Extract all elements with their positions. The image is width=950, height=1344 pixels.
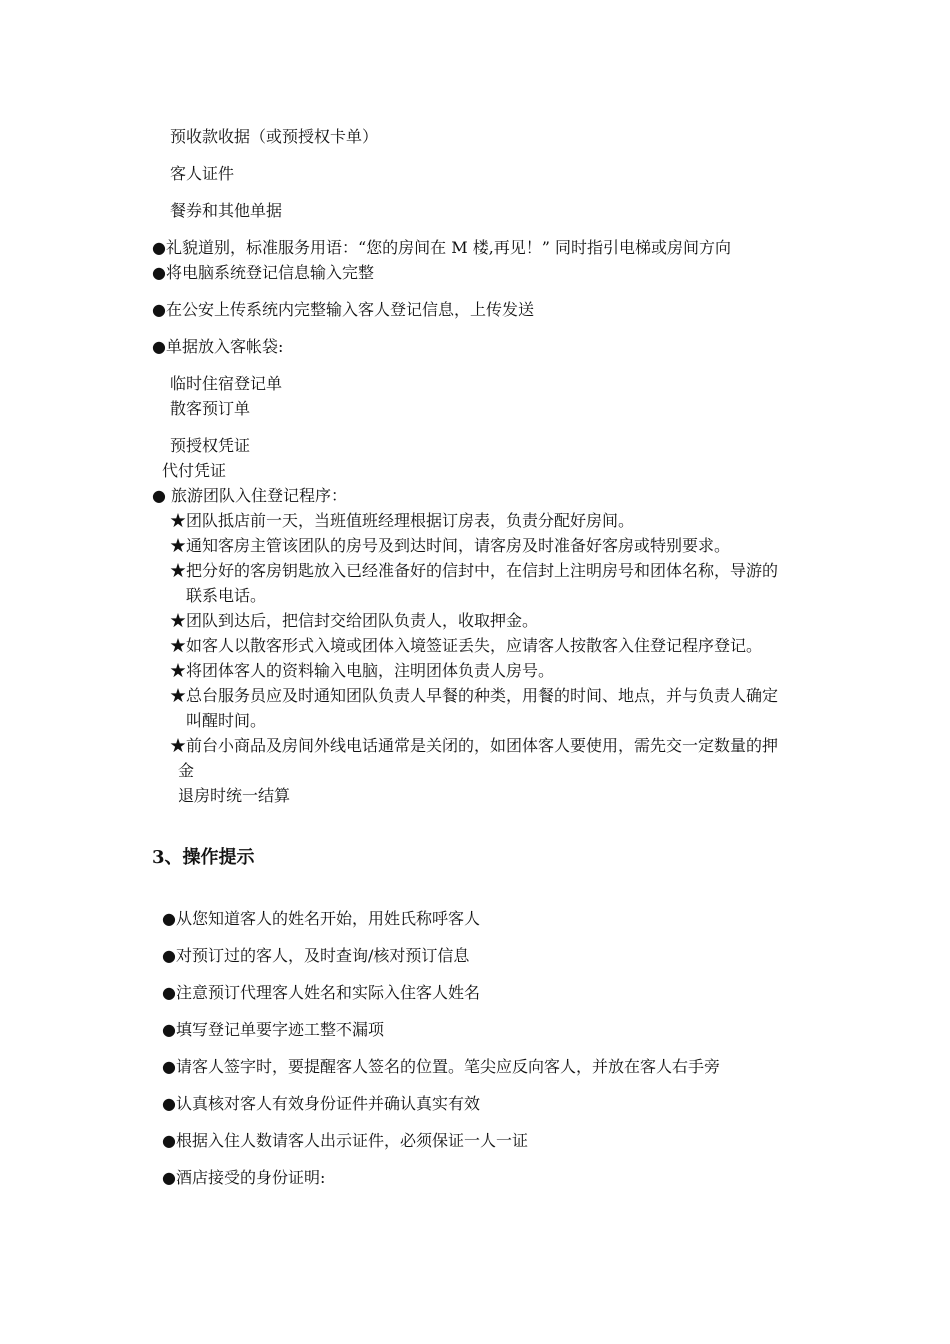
- step-item: ●将电脑系统登记信息输入完整: [152, 263, 374, 282]
- tip-item: ●酒店接受的身份证明:: [162, 1168, 326, 1187]
- group-step-continuation: 联系电话。: [186, 586, 267, 605]
- tip-item: ●填写登记单要字迹工整不漏项: [162, 1020, 384, 1039]
- bag-item: 散客预订单: [170, 399, 251, 418]
- tip-item: ●对预订过的客人，及时查询/核对预订信息: [162, 946, 470, 965]
- group-step: ★如客人以散客形式入境或团体入境签证丢失，应请客人按散客入住登记程序登记。: [170, 636, 763, 655]
- group-step-continuation: 金: [178, 761, 195, 780]
- tip-item: ●从您知道客人的姓名开始，用姓氏称呼客人: [162, 909, 480, 928]
- step-item: ●礼貌道别，标准服务用语：“您的房间在 M 楼,再见！” 同时指引电梯或房间方向: [152, 238, 732, 257]
- group-step: ★通知客房主管该团队的房号及到达时间，请客房及时准备好客房或特别要求。: [170, 536, 731, 555]
- tip-item: ●注意预订代理客人姓名和实际入住客人姓名: [162, 983, 480, 1002]
- bag-item: 临时住宿登记单: [170, 374, 283, 393]
- tip-item: ●根据入住人数请客人出示证件，必须保证一人一证: [162, 1131, 528, 1150]
- step-item: ●单据放入客帐袋:: [152, 337, 284, 356]
- group-step: ★团队抵店前一天，当班值班经理根据订房表，负责分配好房间。: [170, 511, 635, 530]
- group-step-continuation: 叫醒时间。: [186, 711, 267, 730]
- group-title: ● 旅游团队入住登记程序：: [152, 486, 348, 505]
- section-heading: 3、操作提示: [152, 847, 255, 868]
- group-step: ★将团体客人的资料输入电脑，注明团体负责人房号。: [170, 661, 555, 680]
- tip-item: ●请客人签字时，要提醒客人签名的位置。笔尖应反向客人，并放在客人右手旁: [162, 1057, 720, 1076]
- tip-item: ●认真核对客人有效身份证件并确认真实有效: [162, 1094, 480, 1113]
- group-step-continuation: 退房时统一结算: [178, 786, 291, 805]
- receipt-item: 餐券和其他单据: [170, 201, 283, 220]
- group-step: ★总台服务员应及时通知团队负责人早餐的种类，用餐的时间、地点，并与负责人确定: [170, 686, 779, 705]
- step-item: ●在公安上传系统内完整输入客人登记信息，上传发送: [152, 300, 534, 319]
- group-step: ★团队到达后，把信封交给团队负责人，收取押金。: [170, 611, 539, 630]
- receipt-item: 预收款收据（或预授权卡单）: [170, 127, 379, 146]
- group-step: ★前台小商品及房间外线电话通常是关闭的，如团体客人要使用，需先交一定数量的押: [170, 736, 779, 755]
- receipt-item: 客人证件: [170, 164, 235, 183]
- group-step: ★把分好的客房钥匙放入已经准备好的信封中，在信封上注明房号和团体名称，导游的: [170, 561, 779, 580]
- bag-item: 代付凭证: [162, 461, 227, 480]
- bag-item: 预授权凭证: [170, 436, 251, 455]
